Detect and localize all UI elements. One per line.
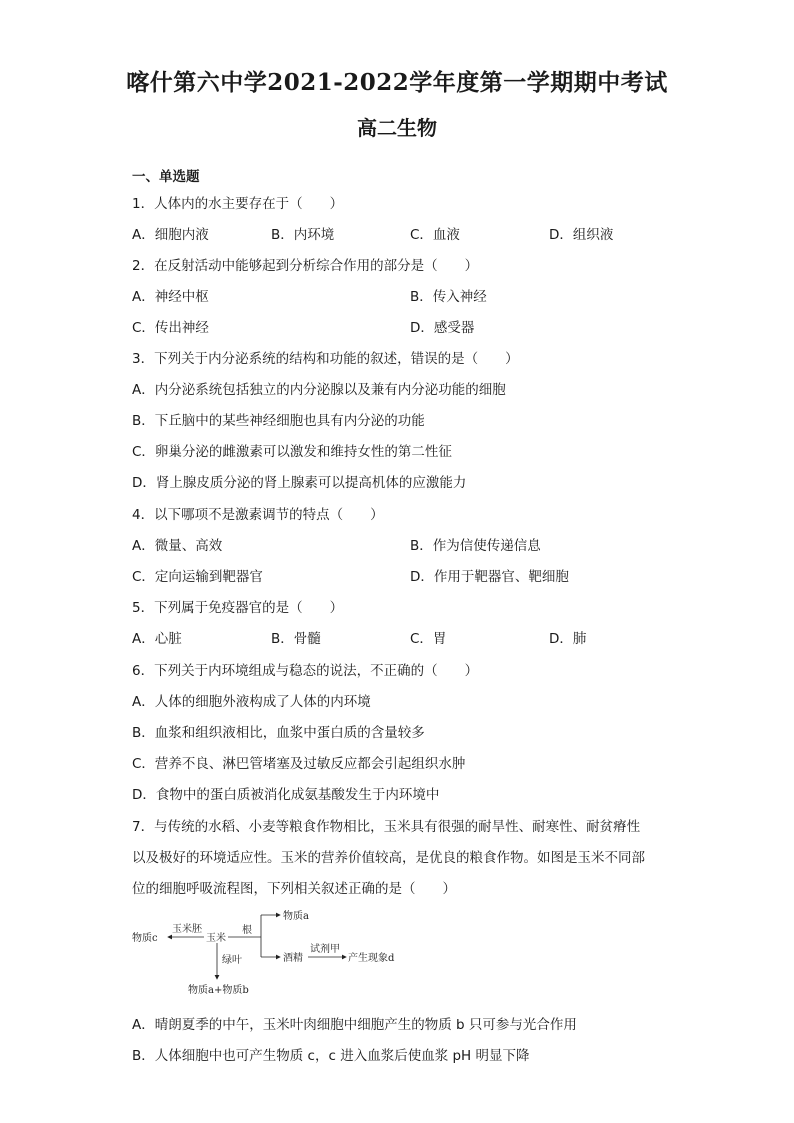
- diagram-phenomenon: 产生现象d: [348, 953, 395, 964]
- question-6-stem: 6．下列关于内环境组成与稳态的说法，不正确的（ ）: [132, 663, 479, 679]
- diagram-alcohol: 酒精: [283, 953, 303, 964]
- q3-option-a: A．内分泌系统包括独立的内分泌腺以及兼有内分泌功能的细胞: [132, 382, 506, 398]
- q7-option-b: B．人体细胞中也可产生物质 c，c 进入血浆后使血浆 pH 明显下降: [132, 1048, 530, 1064]
- q5-option-a: A．心脏: [132, 631, 182, 647]
- q2-option-c: C．传出神经: [132, 320, 209, 336]
- exam-subtitle: 高二生物: [357, 116, 437, 140]
- question-3-stem: 3．下列关于内分泌系统的结构和功能的叙述，错误的是（ ）: [132, 351, 519, 367]
- q5-option-d: D．肺: [549, 631, 587, 647]
- question-5-stem: 5．下列属于免疫器官的是（ ）: [132, 600, 344, 616]
- question-2-stem: 2．在反射活动中能够起到分析综合作用的部分是（ ）: [132, 258, 479, 274]
- q4-option-a: A．微量、高效: [132, 538, 223, 554]
- question-7-stem-line-3: 位的细胞呼吸流程图，下列相关叙述正确的是（ ）: [132, 881, 456, 897]
- q3-option-c: C．卵巢分泌的雌激素可以激发和维持女性的第二性征: [132, 444, 452, 460]
- q6-option-a: A．人体的细胞外液构成了人体的内环境: [132, 694, 371, 710]
- q4-option-c: C．定向运输到靶器官: [132, 569, 263, 585]
- diagram-reagent-label: 试剂甲: [310, 944, 340, 955]
- q7-option-a: A．晴朗夏季的中午，玉米叶肉细胞中细胞产生的物质 b 只可参与光合作用: [132, 1017, 577, 1033]
- question-1-stem: 1．人体内的水主要存在于（ ）: [132, 196, 344, 212]
- q3-option-b: B．下丘脑中的某些神经细胞也具有内分泌的功能: [132, 413, 425, 429]
- q2-option-b: B．传入神经: [410, 289, 487, 305]
- q6-option-c: C．营养不良、淋巴管堵塞及过敏反应都会引起组织水肿: [132, 756, 466, 772]
- q5-option-c: C．胃: [410, 631, 447, 647]
- question-7-stem-line-2: 以及极好的环境适应性。玉米的营养价值较高，是优良的粮食作物。如图是玉米不同部: [132, 850, 645, 866]
- diagram-center-label: 玉米: [206, 933, 226, 944]
- diagram-leaf-label: 绿叶: [222, 955, 242, 966]
- q2-option-d: D．感受器: [410, 320, 475, 336]
- q6-option-d: D．食物中的蛋白质被消化成氨基酸发生于内环境中: [132, 787, 440, 803]
- q4-option-d: D．作用于靶器官、靶细胞: [410, 569, 569, 585]
- q1-option-a: A．细胞内液: [132, 227, 209, 243]
- diagram-embryo-label: 玉米胚: [172, 924, 202, 935]
- question-4-stem: 4．以下哪项不是激素调节的特点（ ）: [132, 507, 384, 523]
- q4-option-b: B．作为信使传递信息: [410, 538, 541, 554]
- diagram-root-label: 根: [242, 925, 252, 936]
- q5-option-b: B．骨髓: [271, 631, 321, 647]
- respiration-flow-diagram: [130, 905, 420, 1000]
- q1-option-d: D．组织液: [549, 227, 614, 243]
- exam-title: 喀什第六中学2021-2022学年度第一学期期中考试: [126, 69, 668, 96]
- question-7-stem-line-1: 7．与传统的水稻、小麦等粮食作物相比，玉米具有很强的耐旱性、耐寒性、耐贫瘠性: [132, 819, 641, 835]
- diagram-a-plus-b: 物质a+物质b: [188, 985, 249, 996]
- q1-option-b: B．内环境: [271, 227, 335, 243]
- q6-option-b: B．血浆和组织液相比，血浆中蛋白质的含量较多: [132, 725, 425, 741]
- q1-option-c: C．血液: [410, 227, 460, 243]
- diagram-substance-c: 物质c: [132, 933, 158, 944]
- q3-option-d: D．肾上腺皮质分泌的肾上腺素可以提高机体的应激能力: [132, 475, 467, 491]
- section-heading: 一、单选题: [132, 169, 200, 185]
- q2-option-a: A．神经中枢: [132, 289, 209, 305]
- diagram-substance-a: 物质a: [283, 911, 309, 922]
